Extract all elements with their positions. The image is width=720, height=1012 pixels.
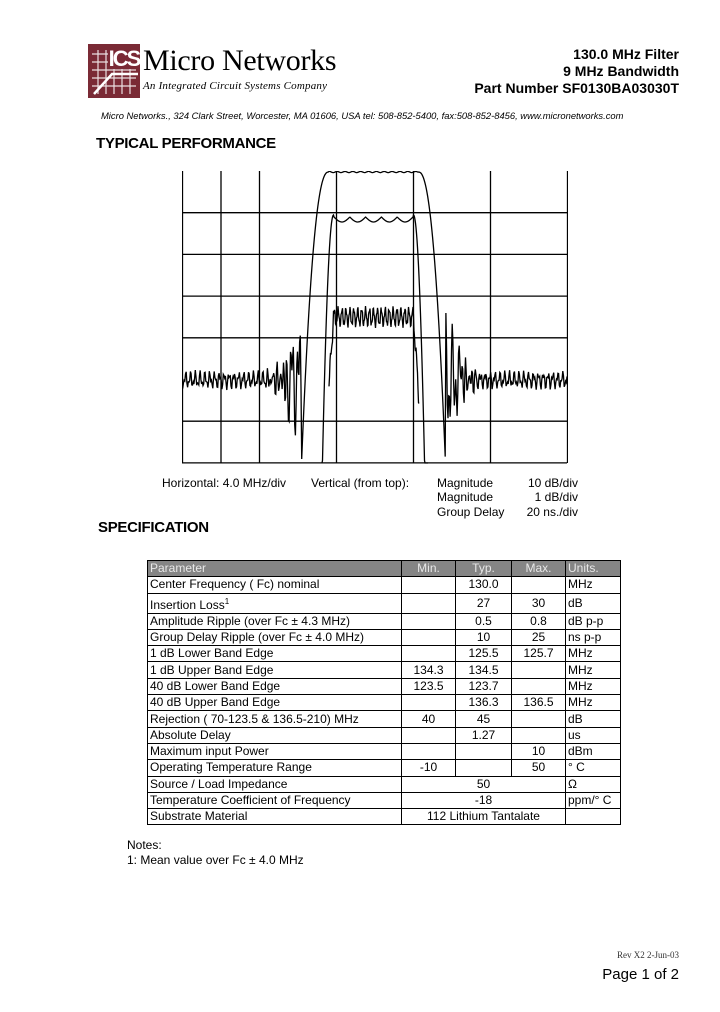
table-cell: 50 — [402, 776, 566, 792]
table-row — [148, 727, 621, 743]
table-row — [148, 695, 621, 711]
table-row — [148, 743, 621, 759]
table-cell — [402, 629, 456, 645]
trace-3-scale: 20 ns./div — [526, 505, 578, 519]
table-cell: dB p-p — [566, 613, 621, 629]
table-cell: us — [566, 727, 621, 743]
table-row — [148, 629, 621, 645]
table-cell: 50 — [512, 760, 566, 776]
company-name: Micro Networks — [143, 44, 337, 77]
table-cell: 134.3 — [402, 662, 456, 678]
table-cell: Source / Load Impedance — [148, 776, 402, 792]
table-cell — [402, 613, 456, 629]
table-cell: Operating Temperature Range — [148, 760, 402, 776]
table-cell: MHz — [566, 695, 621, 711]
table-cell: 45 — [456, 711, 512, 727]
table-row — [148, 662, 621, 678]
table-cell — [148, 593, 402, 613]
table-cell: Center Frequency ( Fc) nominal — [148, 577, 402, 593]
table-cell: -18 — [402, 792, 566, 808]
table-row — [148, 809, 621, 825]
table-row — [148, 792, 621, 808]
table-cell: 134.5 — [456, 662, 512, 678]
table-cell: 30 — [512, 593, 566, 613]
table-cell — [402, 646, 456, 662]
table-cell: 123.7 — [456, 678, 512, 694]
table-cell: MHz — [566, 577, 621, 593]
table-cell: 25 — [512, 629, 566, 645]
table-cell: 10 — [512, 743, 566, 759]
trace-1-scale: 10 dB/div — [527, 476, 578, 490]
company-address: Micro Networks., 324 Clark Street, Worcester, MA 01606, USA tel: 508-852-5400, fax:508-852-8456, www.micronetworks.com — [101, 110, 624, 121]
trace-3-name: Group Delay — [437, 505, 505, 519]
col-typ: Typ. — [456, 561, 512, 577]
company-tagline: An Integrated Circuit Systems Company — [143, 80, 328, 92]
table-cell — [512, 577, 566, 593]
table-cell — [402, 577, 456, 593]
table-cell: Amplitude Ripple (over Fc ± 4.3 MHz) — [148, 613, 402, 629]
table-cell: 125.7 — [512, 646, 566, 662]
table-cell: dB — [566, 593, 621, 613]
table-cell — [456, 743, 512, 759]
table-row — [148, 760, 621, 776]
vertical-scale-label: Vertical (from top): — [311, 476, 410, 490]
performance-plot — [182, 171, 568, 464]
svg-text:ICS: ICS — [108, 46, 140, 71]
table-row — [148, 776, 621, 792]
table-cell: MHz — [566, 678, 621, 694]
title-part-number: Part Number SF0130BA03030T — [474, 80, 679, 96]
table-cell: 123.5 — [402, 678, 456, 694]
table-row — [148, 678, 621, 694]
table-cell: 136.5 — [512, 695, 566, 711]
table-cell: 125.5 — [456, 646, 512, 662]
note-1: 1: Mean value over Fc ± 4.0 MHz — [127, 853, 304, 867]
page-number: Page 1 of 2 — [602, 966, 679, 983]
horizontal-scale: Horizontal: 4.0 MHz/div — [162, 476, 287, 490]
table-cell: -10 — [402, 760, 456, 776]
notes-title: Notes: — [127, 838, 162, 852]
table-cell — [402, 593, 456, 613]
table-cell: ppm/° C — [566, 792, 621, 808]
table-cell — [512, 662, 566, 678]
table-cell: MHz — [566, 662, 621, 678]
trace-1-name: Magnitude — [437, 476, 494, 490]
specification-heading: SPECIFICATION — [98, 519, 209, 536]
ics-logo — [88, 44, 140, 98]
table-cell: 112 Lithium Tantalate — [402, 809, 566, 825]
table-cell: dB — [566, 711, 621, 727]
table-cell: Maximum input Power — [148, 743, 402, 759]
table-cell — [402, 727, 456, 743]
table-header-row — [148, 561, 621, 577]
col-parameter: Parameter — [148, 561, 402, 577]
table-cell: Temperature Coefficient of Frequency — [148, 792, 402, 808]
table-cell: 27 — [456, 593, 512, 613]
table-cell: 40 dB Upper Band Edge — [148, 695, 402, 711]
table-cell: MHz — [566, 646, 621, 662]
revision: Rev X2 2-Jun-03 — [617, 950, 679, 960]
table-cell: Ω — [566, 776, 621, 792]
table-cell: 136.3 — [456, 695, 512, 711]
table-cell: 1 dB Upper Band Edge — [148, 662, 402, 678]
table-cell: ° C — [566, 760, 621, 776]
col-min: Min. — [402, 561, 456, 577]
table-cell: 1 dB Lower Band Edge — [148, 646, 402, 662]
table-cell: ns p-p — [566, 629, 621, 645]
table-cell: Substrate Material — [148, 809, 402, 825]
table-cell: Rejection ( 70-123.5 & 136.5-210) MHz — [148, 711, 402, 727]
trace-group-delay — [329, 306, 419, 403]
table-cell: Absolute Delay — [148, 727, 402, 743]
typical-performance-heading: TYPICAL PERFORMANCE — [96, 135, 276, 152]
trace-magnitude-1db — [322, 215, 428, 463]
table-cell: 10 — [456, 629, 512, 645]
table-row — [148, 613, 621, 629]
table-cell — [512, 711, 566, 727]
cell-text: Insertion Loss — [150, 597, 225, 612]
table-row — [148, 577, 621, 593]
col-units: Units. — [566, 561, 621, 577]
footnote-mark: 1 — [224, 596, 230, 606]
table-cell: 40 dB Lower Band Edge — [148, 678, 402, 694]
table-cell: dBm — [566, 743, 621, 759]
table-row — [148, 646, 621, 662]
specification-table — [147, 560, 621, 825]
table-cell: 1.27 — [456, 727, 512, 743]
table-cell — [566, 809, 621, 825]
table-cell — [402, 695, 456, 711]
trace-2-scale: 1 dB/div — [534, 490, 578, 504]
title-filter: 130.0 MHz Filter — [573, 46, 679, 62]
table-cell — [402, 743, 456, 759]
table-cell — [512, 678, 566, 694]
title-bandwidth: 9 MHz Bandwidth — [563, 63, 679, 79]
table-cell: 40 — [402, 711, 456, 727]
table-cell: 0.5 — [456, 613, 512, 629]
trace-2-name: Magnitude — [437, 490, 494, 504]
table-cell: Group Delay Ripple (over Fc ± 4.0 MHz) — [148, 629, 402, 645]
table-cell — [456, 760, 512, 776]
table-row — [148, 711, 621, 727]
col-max: Max. — [512, 561, 566, 577]
table-cell: 130.0 — [456, 577, 512, 593]
table-cell — [512, 727, 566, 743]
table-cell: 0.8 — [512, 613, 566, 629]
table-row — [148, 593, 621, 613]
